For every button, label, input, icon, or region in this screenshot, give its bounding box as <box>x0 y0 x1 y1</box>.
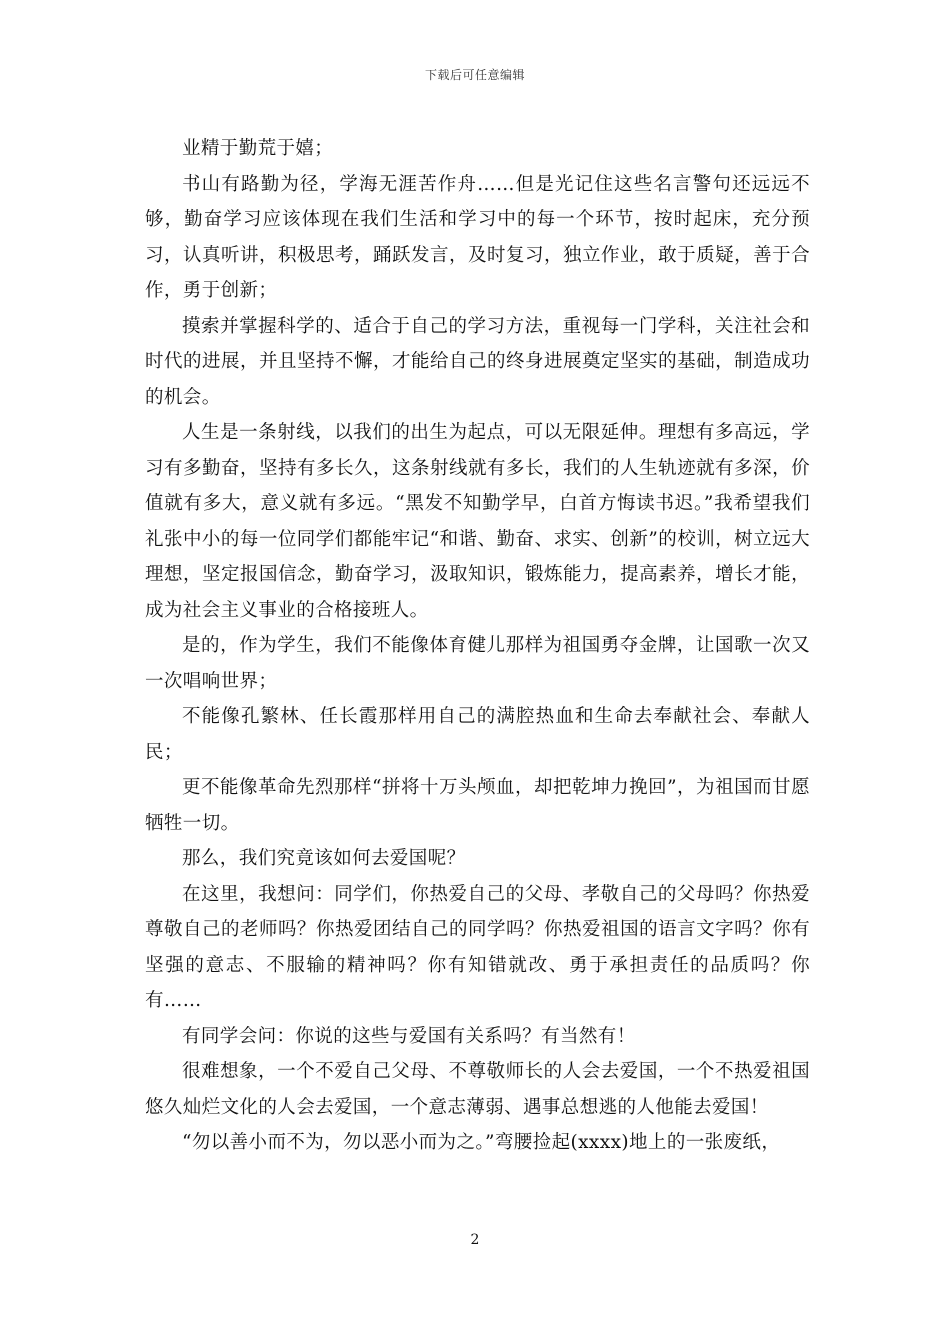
paragraph: 摸索并掌握科学的、适合于自己的学习方法，重视每一门学科，关注社会和时代的进展，并且坚持不懈，才能给自己的终身进展奠定坚实的基础，制造成功的机会。 <box>145 315 810 408</box>
paragraph: 在这里，我想问：同学们，你热爱自己的父母、孝敬自己的父母吗？你热爱尊敬自己的老师吗？你热爱团结自己的同学吗？你热爱祖国的语言文字吗？你有坚强的意志、不服输的精神吗？你有知错就改、勇于承担责任的品质吗？你有…… <box>145 883 810 1011</box>
paragraph: 那么，我们究竟该如何去爱国呢？ <box>182 848 466 869</box>
paragraph: 更不能像革命先烈那样“拼将十万头颅血，却把乾坤力挽回”，为祖国而甘愿牺牲一切。 <box>145 777 810 834</box>
document-body <box>145 131 810 1161</box>
paragraph: 很难想象，一个不爱自己父母、不尊敬师长的人会去爱国，一个不热爱祖国悠久灿烂文化的人会去爱国，一个意志薄弱、遇事总想逃的人他能去爱国！ <box>145 1061 810 1118</box>
paragraph: 书山有路勤为径，学海无涯苦作舟……但是光记住这些名言警句还远远不够，勤奋学习应该体现在我们生活和学习中的每一个环节，按时起床，充分预习，认真听讲，积极思考，踊跃发言，及时复习，独立作业，敢于质疑，善于合作，勇于创新； <box>145 173 810 301</box>
paragraph: 业精于勤荒于嬉； <box>182 138 334 159</box>
page-header: 下载后可任意编辑 <box>424 68 525 82</box>
paragraph: 不能像孔繁林、任长霞那样用自己的满腔热血和生命去奉献社会、奉献人民； <box>145 706 810 763</box>
paragraph: 有同学会问：你说的这些与爱国有关系吗？有当然有！ <box>182 1025 636 1047</box>
paragraph: 人生是一条射线，以我们的出生为起点，可以无限延伸。理想有多高远，学习有多勤奋，坚持有多长久，这条射线就有多长，我们的人生轨迹就有多深，价值就有多大，意义就有多远。“黑发不知勤学早，白首方悔读书迟。”我希望我们礼张中小的每一位同学们都能牢记“和谐、勤奋、求实、创新”的校训，树立远大理想，坚定报国信念，勤奋学习，汲取知识，锻炼能力，提高素养，增长才能，成为社会主义事业的合格接班人。 <box>145 422 810 621</box>
paragraph: “勿以善小而不为，勿以恶小而为之。”弯腰捡起(xxxx)地上的一张废纸， <box>182 1132 781 1153</box>
paragraph: 是的，作为学生，我们不能像体育健儿那样为祖国勇夺金牌，让国歌一次又一次唱响世界； <box>145 635 810 692</box>
page-number: 2 <box>470 1232 480 1248</box>
